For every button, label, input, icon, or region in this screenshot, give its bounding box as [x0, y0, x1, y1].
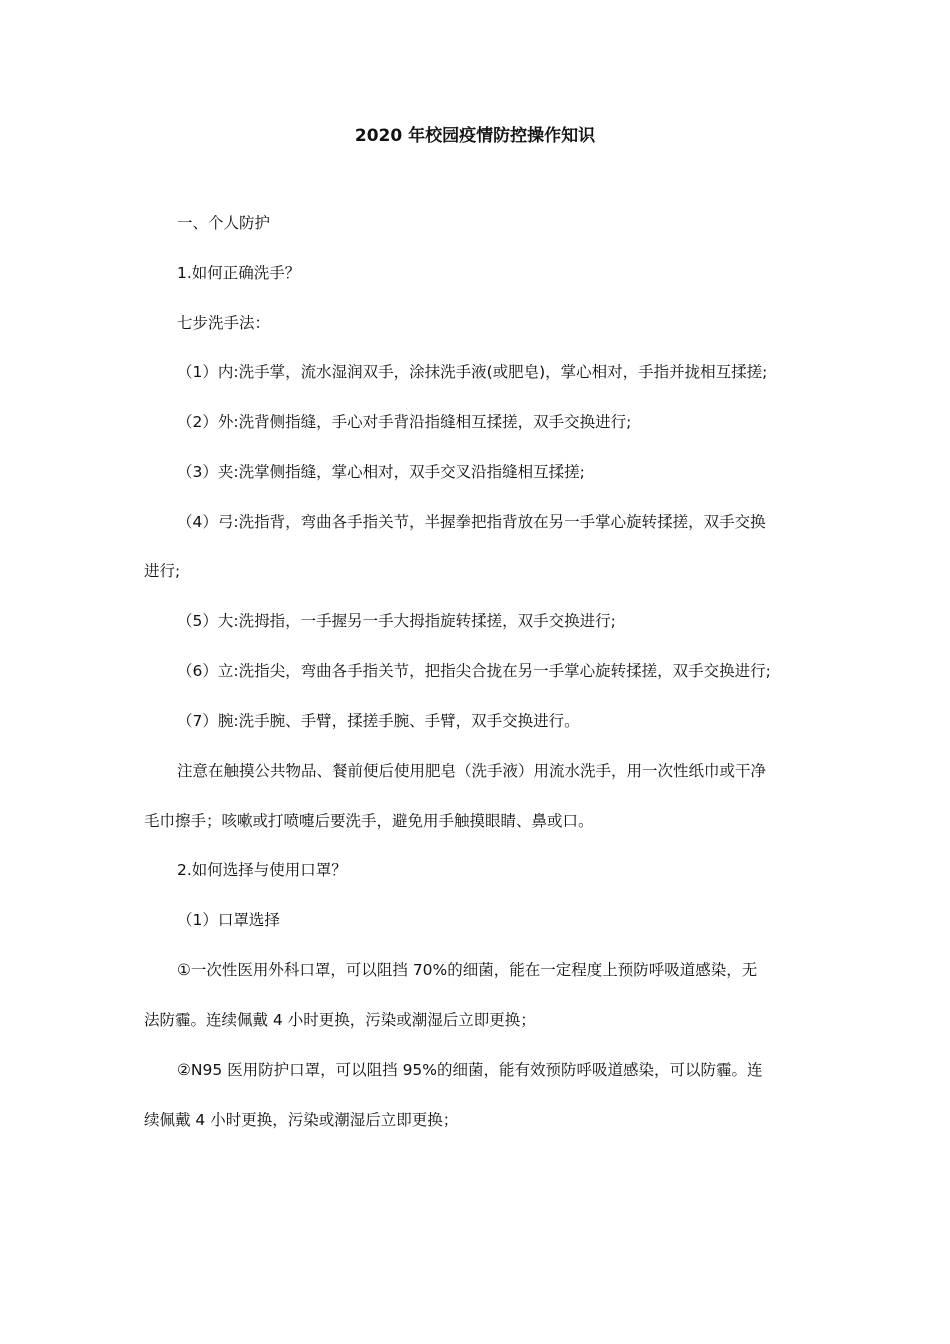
- step-7: （7）腕:洗手腕、手臂，揉搓手腕、手臂，双手交换进行。: [177, 712, 580, 730]
- mask-surgical-line2: 法防霾。连续佩戴 4 小时更换，污染或潮湿后立即更换；: [144, 1011, 536, 1029]
- document-title: 2020 年校园疫情防控操作知识: [354, 126, 596, 146]
- step-5: （5）大:洗拇指，一手握另一手大拇指旋转揉搓，双手交换进行;: [177, 612, 616, 630]
- mask-n95-line1: ②N95 医用防护口罩，可以阻挡 95%的细菌，能有效预防呼吸道感染，可以防霾。连: [177, 1061, 763, 1079]
- seven-step-heading: 七步洗手法：: [177, 314, 271, 332]
- step-2: （2）外:洗背侧指缝，手心对手背沿指缝相互揉搓，双手交换进行;: [177, 413, 632, 431]
- question-mask: 2.如何选择与使用口罩？: [177, 861, 347, 879]
- note-line1: 注意在触摸公共物品、餐前便后使用肥皂（洗手液）用流水洗手，用一次性纸巾或干净: [177, 762, 767, 780]
- note-line2: 毛巾擦手；咳嗽或打喷嚏后要洗手，避免用手触摸眼睛、鼻或口。: [144, 812, 594, 830]
- question-handwashing: 1.如何正确洗手？: [177, 264, 301, 282]
- step-4-line1: （4）弓:洗指背，弯曲各手指关节，半握拳把指背放在另一手掌心旋转揉搓，双手交换: [177, 513, 766, 531]
- step-4-line2: 进行;: [144, 562, 181, 580]
- mask-surgical-line1: ①一次性医用外科口罩，可以阻挡 70%的细菌，能在一定程度上预防呼吸道感染，无: [177, 961, 758, 979]
- section-heading-personal-protection: 一、个人防护: [177, 214, 271, 232]
- mask-n95-line2: 续佩戴 4 小时更换，污染或潮湿后立即更换；: [144, 1111, 459, 1129]
- step-3: （3）夹:洗掌侧指缝，掌心相对，双手交叉沿指缝相互揉搓;: [177, 463, 585, 481]
- step-6: （6）立:洗指尖，弯曲各手指关节，把指尖合拢在另一手掌心旋转揉搓，双手交换进行;: [177, 662, 771, 680]
- step-1: （1）内:洗手掌，流水湿润双手，涂抹洗手液(或肥皂)，掌心相对，手指并拢相互揉搓;: [177, 363, 768, 381]
- mask-selection-heading: （1）口罩选择: [177, 911, 280, 929]
